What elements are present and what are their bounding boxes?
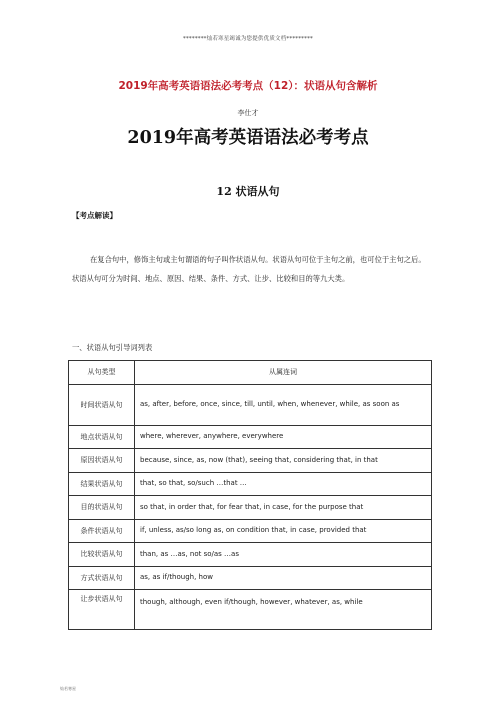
conjunctions-cell: as, after, before, once, since, till, until, when, whenever, while, as soon as bbox=[135, 384, 432, 425]
conjunctions-cell: though, although, even if/though, however, whatever, as, while bbox=[135, 590, 432, 630]
table-row bbox=[69, 566, 432, 590]
table-row bbox=[69, 425, 432, 449]
conjunctions-cell: because, since, as, now (that), seeing that, considering that, in that bbox=[135, 449, 432, 473]
table-caption: 一、状语从句引导词列表 bbox=[72, 343, 153, 352]
page-footer: 灿若寒星 bbox=[60, 686, 76, 691]
main-title: 2019年高考英语语法必考考点 bbox=[127, 128, 369, 148]
header-note: ********灿若寒星竭诚为您提供优质文档********* bbox=[183, 36, 313, 42]
clause-type-cell: 目的状语从句 bbox=[69, 496, 135, 520]
clause-type-cell: 时间状语从句 bbox=[69, 384, 135, 425]
conjunctions-cell: if, unless, as/so long as, on condition that, in case, provided that bbox=[135, 519, 432, 543]
clause-type-cell: 让步状语从句 bbox=[69, 590, 135, 630]
table-row bbox=[69, 543, 432, 567]
intro-paragraph: 在复合句中，修饰主句或主句谓语的句子叫作状语从句。状语从句可位于主句之前，也可位于主句之后。状语从句可分为时间、地点、原因、结果、条件、方式、让步、比较和目的等九大类。 bbox=[72, 255, 426, 283]
author-name: 李仕才 bbox=[237, 109, 259, 117]
table-row bbox=[69, 496, 432, 520]
document-title: 2019年高考英语语法必考考点（12）：状语从句含解析 bbox=[118, 80, 378, 92]
section-heading: 【考点解读】 bbox=[72, 211, 117, 220]
conjunction-table bbox=[68, 360, 432, 630]
header-clause-type: 从句类型 bbox=[69, 361, 135, 385]
clause-type-cell: 条件状语从句 bbox=[69, 519, 135, 543]
table-row bbox=[69, 384, 432, 425]
clause-type-cell: 原因状语从句 bbox=[69, 449, 135, 473]
table-row bbox=[69, 449, 432, 473]
table-row bbox=[69, 519, 432, 543]
clause-type-cell: 结果状语从句 bbox=[69, 472, 135, 496]
conjunctions-cell: where, wherever, anywhere, everywhere bbox=[135, 425, 432, 449]
conjunctions-cell: as, as if/though, how bbox=[135, 566, 432, 590]
clause-type-cell: 地点状语从句 bbox=[69, 425, 135, 449]
clause-type-cell: 方式状语从句 bbox=[69, 566, 135, 590]
section-subtitle: 12 状语从句 bbox=[216, 185, 280, 198]
clause-type-cell: 比较状语从句 bbox=[69, 543, 135, 567]
table-header-row bbox=[69, 361, 432, 385]
table-row bbox=[69, 472, 432, 496]
conjunctions-cell: than, as …as, not so/as …as bbox=[135, 543, 432, 567]
table-row bbox=[69, 590, 432, 630]
header-conjunctions: 从属连词 bbox=[135, 361, 432, 385]
conjunctions-cell: so that, in order that, for fear that, in case, for the purpose that bbox=[135, 496, 432, 520]
conjunctions-cell: that, so that, so/such …that … bbox=[135, 472, 432, 496]
